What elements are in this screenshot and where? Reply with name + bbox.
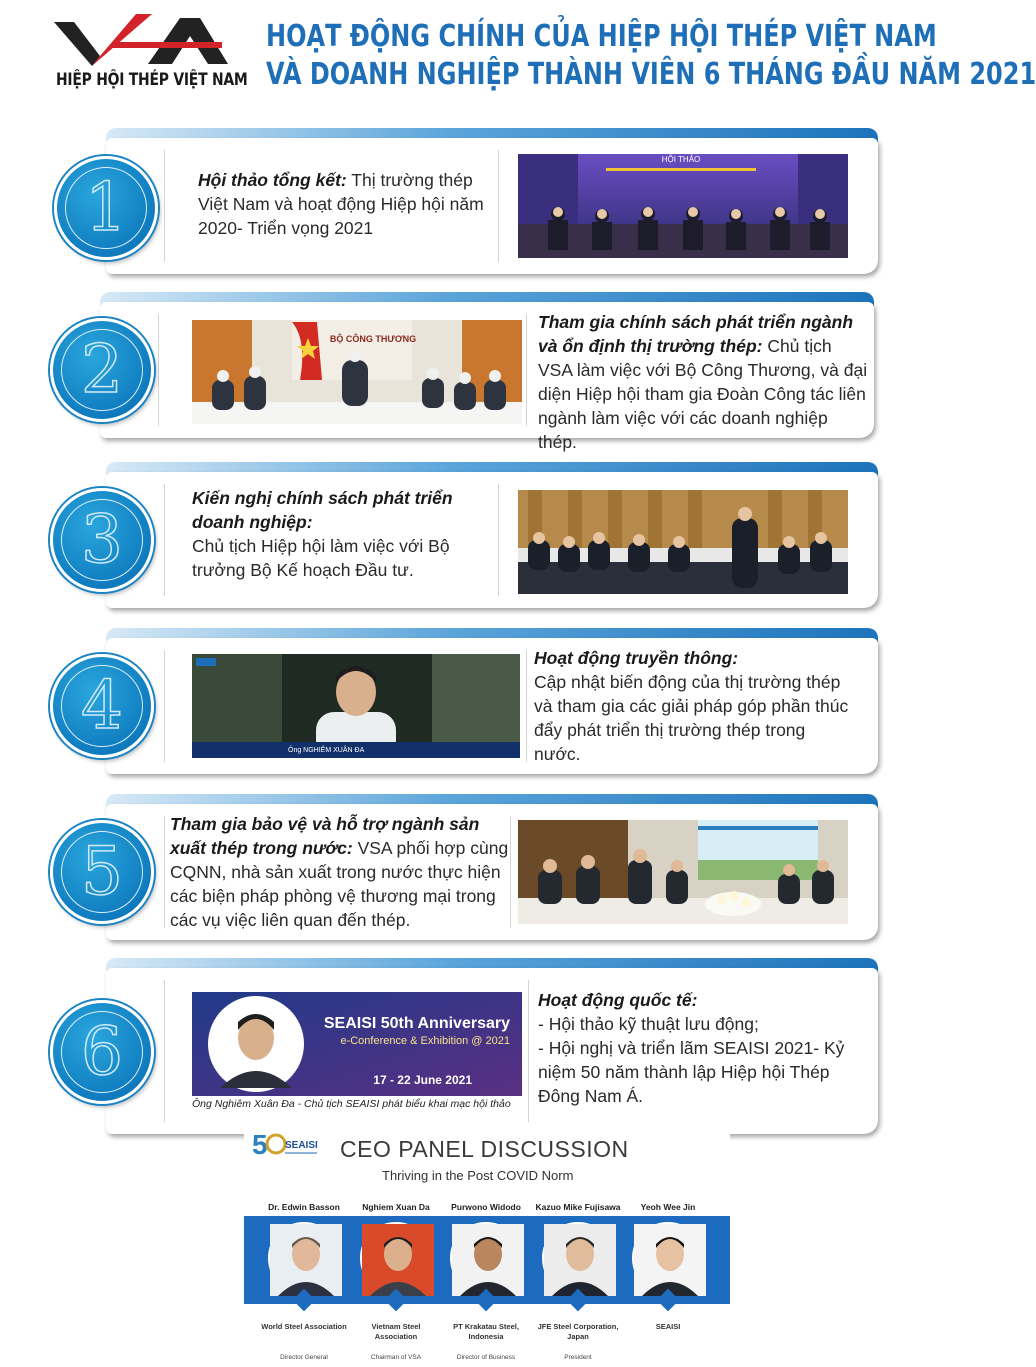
page-title [266, 18, 1036, 94]
speaker-org: JFE Steel Corporation, Japan [537, 1322, 619, 1341]
speaker-name: Dr. Edwin Basson [268, 1202, 340, 1212]
number-circle-2: 2 [50, 318, 154, 422]
ceo-panel [244, 1124, 730, 1367]
speaker-name: Purwono Widodo [451, 1202, 521, 1212]
speaker-org: SEAISI [655, 1322, 681, 1331]
speaker-name: Kazuo Mike Fujisawa [535, 1202, 621, 1212]
photo-subtitle: e-Conference & Exhibition @ 2021 [340, 1035, 510, 1047]
vsa-logo [52, 12, 248, 94]
photo-banner: HỘI THẢO [661, 155, 701, 164]
activity-text-5: Tham gia bảo vệ và hỗ trợ ngành sản xuất thép trong nước: VSA phối hợp cùng CQNN, nhà sản xuất trong nước thực hiện các biện pháp phòng vệ thương mại trong các vụ việc liên quan đến thép. [170, 814, 509, 930]
ceo-panel-subtitle: Thriving in the Post COVID Norm [382, 1168, 574, 1183]
title-line-2: VÀ DOANH NGHIỆP THÀNH VIÊN 6 THÁNG ĐẦU NĂM 2021 [266, 57, 1036, 92]
speaker-name: Yeoh Wee Jin [640, 1202, 696, 1212]
number-circle-3: 3 [50, 488, 154, 592]
seaisi-50-logo [252, 1126, 322, 1167]
photo-ticker-text: Ông NGHIÊM XUÂN ĐA [288, 747, 365, 754]
photo-seaisi-banner [192, 992, 522, 1096]
number-circle-1: 1 [54, 156, 158, 260]
photo-meeting-ministry [192, 320, 522, 424]
speaker-org: PT Krakatau Steel, Indonesia [453, 1322, 519, 1341]
speaker-photo [268, 1222, 340, 1294]
speaker-role: Chairman of VSA [370, 1354, 422, 1361]
photo-title: SEAISI 50th Anniversary [323, 1015, 510, 1032]
activity-6-line-1: - Hội thảo kỹ thuật lưu động; [538, 1014, 759, 1034]
speaker-name: Nghiem Xuan Da [362, 1202, 430, 1212]
speaker-role: President [564, 1354, 592, 1361]
logo-org-name: HIỆP HỘI THÉP VIỆT NAM [56, 70, 248, 90]
svg-text:SEAISI: SEAISI [285, 1140, 318, 1151]
activity-text-4: Hoạt động truyền thông: Cập nhật biến động của thị trường thép và tham gia các giải pháp góp phần thúc đẩy phát triển thị trường thép trong nước. [534, 648, 849, 764]
photo-tv-interview [192, 654, 520, 758]
speaker-role: Director of Business [456, 1354, 516, 1361]
number-circle-5: 5 [50, 820, 154, 924]
vsa-logo-mark [52, 12, 234, 70]
photo-sign-text: BỘ CÔNG THƯƠNG [329, 334, 417, 344]
activity-6-line-2: - Hội nghị và triển lãm SEAISI 2021- Kỷ niệm 50 năm thành lập Hiệp hội Thép Đông Nam Á. [538, 1038, 845, 1106]
speaker-photo [542, 1222, 614, 1294]
photo-caption: Ông Nghiêm Xuân Đa - Chủ tịch SEAISI phát biểu khai mạc hội thảo [192, 1098, 511, 1110]
speaker-role: Director General [280, 1354, 328, 1361]
speaker-org: Vietnam Steel Association [371, 1322, 421, 1341]
title-line-1: HOẠT ĐỘNG CHÍNH CỦA HIỆP HỘI THÉP VIỆT NAM [266, 19, 937, 54]
photo-conference-1 [518, 154, 848, 258]
speaker-photo [360, 1222, 432, 1294]
activity-text-2: Tham gia chính sách phát triển ngành và ổn định thị trường thép: Chủ tịch VSA làm việc với Bộ Công Thương, và đại diện Hiệp hội tham gia Đoàn Công tác liên ngành làm việc với các doanh nghiệp thép. [538, 312, 868, 452]
number-circle-6: 6 [50, 1000, 154, 1104]
activity-text-6: Hoạt động quốc tế: - Hội thảo kỹ thuật lưu động; - Hội nghị và triển lãm SEAISI 2021- Kỷ niệm 50 năm thành lập Hiệp hội Thép Đông Nam Á. [538, 990, 845, 1106]
speaker-photo [632, 1222, 704, 1294]
photo-working-session [518, 820, 848, 924]
speaker-photo [450, 1222, 522, 1294]
activity-text-3: Kiến nghị chính sách phát triển doanh nghiệp: Chủ tịch Hiệp hội làm việc với Bộ trưởng Bộ Kế hoạch Đầu tư. [192, 488, 453, 580]
photo-dates: 17 - 22 June 2021 [373, 1073, 472, 1087]
speaker-org: World Steel Association [261, 1322, 347, 1331]
number-circle-4: 4 [50, 654, 154, 758]
photo-meeting-mpi [518, 490, 848, 594]
ceo-panel-title: CEO PANEL DISCUSSION [340, 1136, 629, 1162]
svg-text:5: 5 [252, 1129, 268, 1160]
activity-text-1: Hội thảo tổng kết: Thị trường thép Việt Nam và hoạt động Hiệp hội năm 2020- Triển vọng 2021 [198, 170, 484, 238]
